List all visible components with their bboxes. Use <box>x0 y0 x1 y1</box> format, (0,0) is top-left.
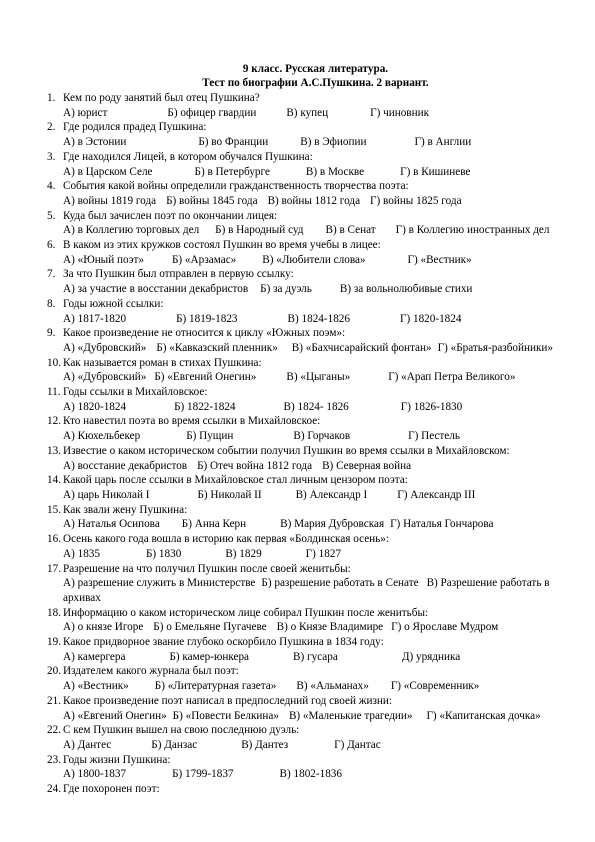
answer-option: Б) 1799-1837 <box>172 768 234 781</box>
answer-option: А) за участие в восстании декабристов <box>63 283 249 296</box>
answer-options <box>47 135 577 150</box>
answer-option: Г) в Кишиневе <box>400 165 471 178</box>
answer-option: Г) в Англии <box>414 136 472 149</box>
question-number: 1. <box>47 92 56 104</box>
answer-option: В) «Альманах» <box>296 680 369 693</box>
question-number: 4. <box>47 180 56 193</box>
answer-options <box>47 194 577 209</box>
answer-option: Г) «Капитанская дочка» <box>426 709 541 722</box>
answer-option: А) в Эстонии <box>63 136 127 149</box>
answer-option: В) «Маленькие трагедии» <box>288 709 413 722</box>
question-text: В каком из этих кружков состоял Пушкин во время учебы в лицее: <box>63 239 381 252</box>
answer-option: Б) войны 1845 года <box>166 194 258 207</box>
answer-option: Б) 1830 <box>145 547 182 560</box>
answer-option: А) «Вестник» <box>63 680 129 693</box>
question-text: Осень какого года вошла в историю как первая «Болдинская осень»: <box>63 533 389 546</box>
question-number: 8. <box>47 297 56 310</box>
question-item <box>47 238 577 267</box>
answer-option: Г) 1826-1830 <box>400 400 463 413</box>
question-number: 12. <box>47 415 61 428</box>
answer-option: Б) в Народный суд <box>215 224 304 237</box>
answer-option: А) юрист <box>63 106 108 119</box>
question-text: Как называется роман в стихах Пушкина: <box>63 356 262 369</box>
question-item <box>47 444 577 473</box>
question-number: 19. <box>47 636 61 649</box>
question-text: Информацию о каком историческом лице собирал Пушкин после женитьбы: <box>63 606 429 619</box>
answer-option: Б) в Петербурге <box>194 165 270 178</box>
question-text: Кто навестил поэта во время ссылки в Михайловское: <box>63 415 321 428</box>
answer-options <box>47 459 577 474</box>
answer-option: Б) 1822-1824 <box>174 400 236 413</box>
answer-option: А) о князе Игоре <box>63 621 144 634</box>
answer-option: Б) Пущин <box>186 430 234 443</box>
question-text: Какое произведение не относится к циклу «Южных поэм»: <box>63 327 346 340</box>
answer-option: А) войны 1819 года <box>63 194 157 207</box>
answer-options <box>47 650 577 665</box>
answer-option: Г) в Коллегию иностранных дел <box>395 224 550 237</box>
answer-option: А) «Дубровский» <box>63 371 147 384</box>
answer-option: Б) Данзас <box>151 738 198 751</box>
answer-option: Б) Николай II <box>197 488 262 501</box>
answer-option: В) купец <box>286 106 329 119</box>
answer-options <box>47 620 577 635</box>
answer-option: Б) камер-юнкера <box>169 650 250 663</box>
answer-option: Б) разрешение работать в Сенате <box>261 577 419 590</box>
answer-option: Г) Пестель <box>408 430 460 443</box>
answer-option: Г) «Вестник» <box>407 253 472 266</box>
answer-option: Г) 1827 <box>305 547 342 560</box>
question-item <box>47 267 577 296</box>
document-header <box>0 62 595 90</box>
answer-option: А) Кюхельбекер <box>63 430 141 443</box>
question-text: Какой царь после ссылки в Михайловское стал личным цензором поэта: <box>63 474 408 487</box>
answer-options <box>47 165 577 180</box>
answer-option: Г) чиновник <box>370 106 430 119</box>
question-text: За что Пушкин был отправлен в первую ссылку: <box>63 268 294 281</box>
question-text: Какое произведение поэт написал в предпоследний год своей жизни: <box>63 694 392 707</box>
answer-option: Б) офицер гвардии <box>167 106 257 119</box>
question-number: 17. <box>47 562 61 575</box>
answer-options <box>47 429 577 444</box>
question-number: 24. <box>47 783 61 796</box>
answer-option: В) Мария Дубровская <box>280 518 385 531</box>
test-title: Тест по биографии А.С.Пушкина. 2 вариант. <box>202 77 429 89</box>
question-item <box>47 753 577 782</box>
question-item <box>47 179 577 208</box>
answer-option: Г) «Арап Петра Великого» <box>388 371 516 384</box>
answer-option: В) Разрешение работать в архивах <box>63 577 550 604</box>
answer-option: В) «Бахчисарайский фонтан» <box>291 341 432 354</box>
answer-option: А) «Евгений Онегин» <box>63 709 167 722</box>
answer-option: В) в Эфиопии <box>300 136 367 149</box>
answer-options <box>47 341 577 356</box>
answer-option: А) разрешение служить в Министерстве <box>63 577 256 590</box>
answer-option: Б) «Повести Белкина» <box>172 709 279 722</box>
question-item <box>47 664 577 693</box>
answer-option: В) войны 1812 года <box>267 194 361 207</box>
answer-options <box>47 223 577 238</box>
answer-option: А) в Коллегию торговых дел <box>63 224 200 237</box>
question-item <box>47 209 577 238</box>
answer-options <box>47 370 577 385</box>
answer-option: А) 1835 <box>63 547 100 560</box>
answer-options <box>47 767 577 782</box>
question-text: Известие о каком историческом событии получил Пушкин во время ссылки в Михайловском: <box>63 444 510 457</box>
answer-option: В) о Князе Владимире <box>276 621 384 634</box>
question-number: 5. <box>47 209 56 222</box>
question-number: 10. <box>47 356 61 369</box>
question-text: Издателем какого журнала был поэт: <box>63 665 239 678</box>
question-text: С кем Пушкин вышел на свою последнюю дуэль: <box>63 724 300 737</box>
answer-option: В) за вольнолюбивые стихи <box>339 283 473 296</box>
answer-options <box>47 738 577 753</box>
answer-option: В) 1824-1826 <box>287 312 350 325</box>
answer-option: В) в Москве <box>305 165 365 178</box>
question-text: Где находился Лицей, в котором обучался Пушкина: <box>63 150 313 163</box>
question-text: События какой войны определили гражданственность творчества поэта: <box>63 180 409 193</box>
question-text: Разрешение на что получил Пушкин после своей женитьбы: <box>63 562 351 575</box>
question-item <box>47 120 577 149</box>
answer-option: Б) «Евгений Онегин» <box>154 371 257 384</box>
answer-option: Б) Анна Керн <box>181 518 247 531</box>
question-item <box>47 91 577 120</box>
question-number: 2. <box>47 121 56 134</box>
answer-option: В) гусара <box>293 650 338 663</box>
answer-option: Г) войны 1825 года <box>370 194 462 207</box>
question-text: Где родился прадед Пушкина: <box>63 121 207 134</box>
answer-option: В) 1802-1836 <box>279 768 342 781</box>
question-item <box>47 782 577 797</box>
question-number: 9. <box>47 327 56 340</box>
question-text: Как звали жену Пушкина: <box>63 503 188 516</box>
answer-options <box>47 282 577 297</box>
question-number: 15. <box>47 503 61 516</box>
answer-option: Г) 1820-1824 <box>399 312 462 325</box>
answer-option: А) 1820-1824 <box>63 400 127 413</box>
question-item <box>47 532 577 561</box>
answer-option: Б) «Литературная газета» <box>154 680 277 693</box>
answer-option: Г) Александр III <box>397 488 476 501</box>
answer-option: Г) Наталья Гончарова <box>390 518 494 531</box>
answer-option: Б) «Кавказский пленник» <box>156 341 278 354</box>
grade-title: 9 класс. Русская литература. <box>242 63 389 75</box>
answer-option: А) «Дубровский» <box>63 341 147 354</box>
question-number: 20. <box>47 665 61 678</box>
question-list <box>47 91 577 797</box>
answer-option: Б) во Франции <box>198 136 269 149</box>
answer-option: В) Александр I <box>295 488 368 501</box>
answer-option: А) 1817-1820 <box>63 312 127 325</box>
question-number: 3. <box>47 150 56 163</box>
answer-option: А) камергера <box>63 650 126 663</box>
question-number: 18. <box>47 606 61 619</box>
answer-option: В) «Любители слова» <box>262 253 366 266</box>
question-item <box>47 326 577 355</box>
answer-option: А) в Царском Селе <box>63 165 153 178</box>
answer-options <box>47 517 577 532</box>
question-item <box>47 385 577 414</box>
question-item <box>47 503 577 532</box>
question-item <box>47 150 577 179</box>
question-item <box>47 356 577 385</box>
question-item <box>47 694 577 723</box>
answer-option: Г) «Братья-разбойники» <box>437 341 553 354</box>
answer-option: Б) о Емельяне Пугачеве <box>153 621 267 634</box>
question-text: Где похоронен поэт: <box>63 783 160 796</box>
question-item <box>47 723 577 752</box>
answer-options <box>47 679 577 694</box>
answer-options <box>47 106 577 121</box>
question-number: 11. <box>47 386 61 399</box>
answer-option: Б) за дуэль <box>260 283 312 296</box>
answer-option: В) в Сенат <box>325 224 376 237</box>
answer-options <box>47 547 577 562</box>
question-item <box>47 297 577 326</box>
question-text: Куда был зачислен поэт по окончании лицея: <box>63 209 278 222</box>
answer-options <box>47 709 577 724</box>
answer-option: Г) о Ярославе Мудром <box>391 621 499 634</box>
answer-option: В) «Цыганы» <box>286 371 351 384</box>
question-number: 16. <box>47 533 61 546</box>
answer-option: А) 1800-1837 <box>63 768 127 781</box>
question-item <box>47 473 577 502</box>
question-item <box>47 414 577 443</box>
question-number: 23. <box>47 753 61 766</box>
question-number: 21. <box>47 694 61 707</box>
question-item <box>47 606 577 635</box>
answer-option: В) 1829 <box>225 547 262 560</box>
answer-option: А) восстание декабристов <box>63 459 188 472</box>
question-text: Какое придворное звание глубоко оскорбило Пушкина в 1834 году: <box>63 636 384 649</box>
answer-option: А) Наталья Осипова <box>63 518 160 531</box>
answer-option: Д) урядника <box>401 650 461 663</box>
question-text: Годы жизни Пушкина: <box>63 753 171 766</box>
question-number: 14. <box>47 474 61 487</box>
answer-options <box>47 488 577 503</box>
question-item <box>47 635 577 664</box>
answer-option: Г) «Современник» <box>390 680 480 693</box>
answer-option: А) Дантес <box>63 738 112 751</box>
answer-option: Г) Дантас <box>334 738 381 751</box>
answer-options <box>47 312 577 327</box>
question-item <box>47 562 577 606</box>
answer-option: А) «Юный поэт» <box>63 253 144 266</box>
answer-options <box>47 400 577 415</box>
question-number: 7. <box>47 268 56 281</box>
answer-option: Б) «Арзамас» <box>171 253 237 266</box>
answer-options <box>47 576 577 605</box>
answer-option: В) Дантез <box>241 738 289 751</box>
answer-option: В) 1824- 1826 <box>283 400 349 413</box>
question-number: 6. <box>47 239 56 252</box>
question-text: Годы ссылки в Михайловское: <box>63 386 208 399</box>
question-number: 22. <box>47 724 61 737</box>
answer-option: Б) 1819-1823 <box>176 312 238 325</box>
question-number: 13. <box>47 444 61 457</box>
question-text: Кем по роду занятий был отец Пушкина? <box>63 92 260 104</box>
answer-option: А) царь Николай I <box>63 488 150 501</box>
answer-option: В) Северная война <box>322 459 412 472</box>
answer-option: Б) Отеч война 1812 года <box>197 459 313 472</box>
question-text: Годы южной ссылки: <box>63 297 164 310</box>
answer-option: В) Горчаков <box>293 430 351 443</box>
answer-options <box>47 253 577 268</box>
